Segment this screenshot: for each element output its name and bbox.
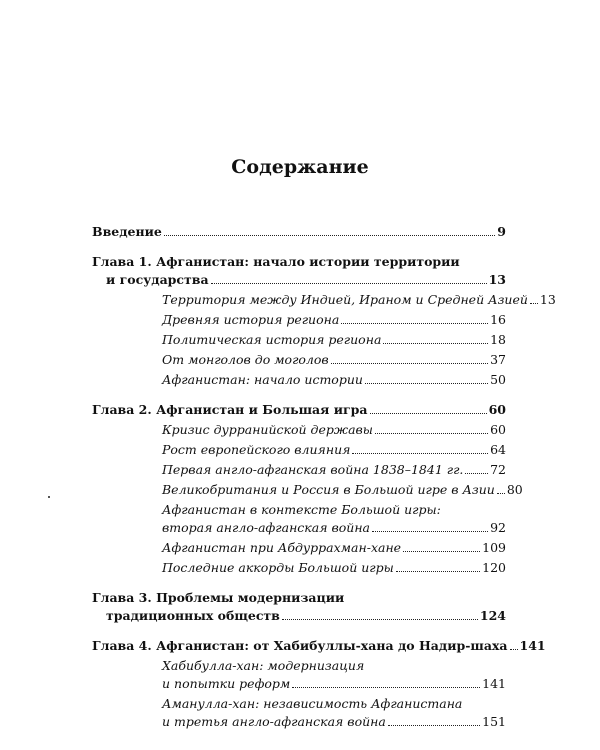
toc-entry-title: Афганистан при Абдуррахман-хане (162, 540, 402, 555)
toc-chapter-2 (92, 401, 523, 577)
chapter-4-page: 141 (519, 638, 546, 653)
dot-leader (341, 323, 488, 324)
chapter-4-heading[interactable] (92, 637, 546, 655)
toc-entry-page: 18 (490, 332, 506, 347)
toc-chapter-4 (92, 637, 546, 731)
chapter-2-title: Глава 2. Афганистан и Большая игра (92, 402, 368, 417)
toc-entry-page: 141 (482, 676, 506, 691)
toc-entry-title-cont: вторая англо-афганская война (162, 520, 371, 535)
dot-leader (292, 687, 480, 688)
toc-entry[interactable] (162, 657, 506, 693)
toc-entry-title-line-2 (162, 675, 506, 693)
toc-intro-title: Введение (92, 224, 162, 239)
chapter-2-heading[interactable] (92, 401, 506, 419)
toc-entry[interactable] (162, 441, 506, 459)
toc-intro-line (92, 223, 506, 241)
toc-entry-title-line-1: Аманулла-хан: независимость Афганистана (162, 696, 463, 711)
toc-entry-title: Великобритания и Россия в Большой игре в Азии (162, 482, 495, 497)
toc-entry[interactable] (162, 351, 506, 369)
toc-entry[interactable] (162, 501, 506, 537)
toc-entry[interactable] (162, 291, 556, 309)
dot-leader (282, 619, 478, 620)
toc-entry-page: 60 (490, 422, 506, 437)
toc-entry-page: 109 (482, 540, 506, 555)
chapter-3-title-line-1: Глава 3. Проблемы модернизации (92, 590, 345, 605)
toc-entry-title: Политическая история региона (162, 332, 382, 347)
toc-entry-page: 80 (506, 482, 523, 497)
dot-leader (365, 383, 488, 384)
toc-entry-title: Кризис дурранийской державы (162, 422, 373, 437)
dot-leader (497, 493, 505, 494)
toc-entry-page: 37 (490, 352, 506, 367)
toc-entry[interactable] (162, 311, 506, 329)
toc-entry-title: Территория между Индией, Ираном и Средней Азией (162, 292, 528, 307)
chapter-1-title-cont: и государства (106, 272, 209, 287)
toc-intro[interactable] (92, 223, 506, 241)
dot-leader (375, 433, 488, 434)
toc-entry-title-line-2 (162, 519, 506, 537)
dot-leader (403, 551, 480, 552)
toc-entry[interactable] (162, 481, 523, 499)
toc-entry-title: От монголов до моголов (162, 352, 329, 367)
chapter-4-title: Глава 4. Афганистан: от Хабибуллы-хана до Надир-шаха (92, 638, 508, 653)
toc-entry-title-cont: и третья англо-афганская война (162, 714, 386, 729)
table-of-contents (92, 223, 556, 731)
dot-leader (388, 725, 480, 726)
chapter-2-sections (92, 421, 523, 577)
chapter-3-heading[interactable] (92, 589, 506, 625)
chapter-1-heading[interactable] (92, 253, 506, 289)
toc-entry-title: Последние аккорды Большой игры (162, 560, 394, 575)
toc-entry[interactable] (162, 539, 506, 557)
toc-entry[interactable] (162, 421, 506, 439)
chapter-1-title-line-2 (92, 271, 506, 289)
toc-entry-title-cont: и попытки реформ (162, 676, 291, 691)
dot-leader (331, 363, 488, 364)
chapter-1-title-line-1: Глава 1. Афганистан: начало истории территории (92, 254, 460, 269)
scan-speck (48, 496, 50, 498)
toc-entry[interactable] (162, 331, 506, 349)
page-title: Содержание (231, 156, 369, 178)
toc-entry-title: Древняя история региона (162, 312, 340, 327)
toc-entry-title-line-1: Афганистан в контексте Большой игры: (162, 502, 441, 517)
chapter-3-title-cont: традиционных обществ (106, 608, 280, 623)
toc-entry-title: Рост европейского влияния (162, 442, 351, 457)
toc-entry-page: 13 (539, 292, 556, 307)
toc-entry-title: Афганистан: начало истории (162, 372, 363, 387)
chapter-2-page: 60 (488, 402, 506, 417)
dot-leader (372, 531, 488, 532)
toc-chapter-3 (92, 589, 506, 625)
dot-leader (352, 453, 488, 454)
chapter-1-page: 13 (488, 272, 506, 287)
dot-leader (370, 413, 487, 414)
dot-leader (510, 649, 518, 650)
chapter-3-title-line-2 (92, 607, 506, 625)
toc-entry[interactable] (162, 559, 506, 577)
toc-entry[interactable] (162, 695, 506, 731)
dot-leader (164, 235, 495, 236)
toc-entry-page: 120 (482, 560, 506, 575)
toc-entry-page: 72 (490, 462, 506, 477)
chapter-1-sections (92, 291, 556, 389)
toc-entry-page: 64 (490, 442, 506, 457)
toc-entry-title-line-2 (162, 713, 506, 731)
toc-entry-title-line-1: Хабибулла-хан: модернизация (162, 658, 365, 673)
toc-entry[interactable] (162, 461, 506, 479)
dot-leader (465, 473, 488, 474)
toc-entry-page: 151 (482, 714, 506, 729)
toc-entry-page: 50 (490, 372, 506, 387)
toc-intro-page: 9 (497, 224, 506, 239)
chapter-4-sections (92, 657, 506, 731)
dot-leader (530, 303, 538, 304)
toc-entry-title: Первая англо-афганская война 1838–1841 гг. (162, 462, 464, 477)
toc-chapter-1 (92, 253, 556, 389)
toc-entry[interactable] (162, 371, 506, 389)
toc-entry-page: 16 (490, 312, 506, 327)
dot-leader (396, 571, 480, 572)
toc-entry-page: 92 (490, 520, 506, 535)
dot-leader (211, 283, 487, 284)
chapter-3-page: 124 (479, 608, 506, 623)
dot-leader (383, 343, 488, 344)
